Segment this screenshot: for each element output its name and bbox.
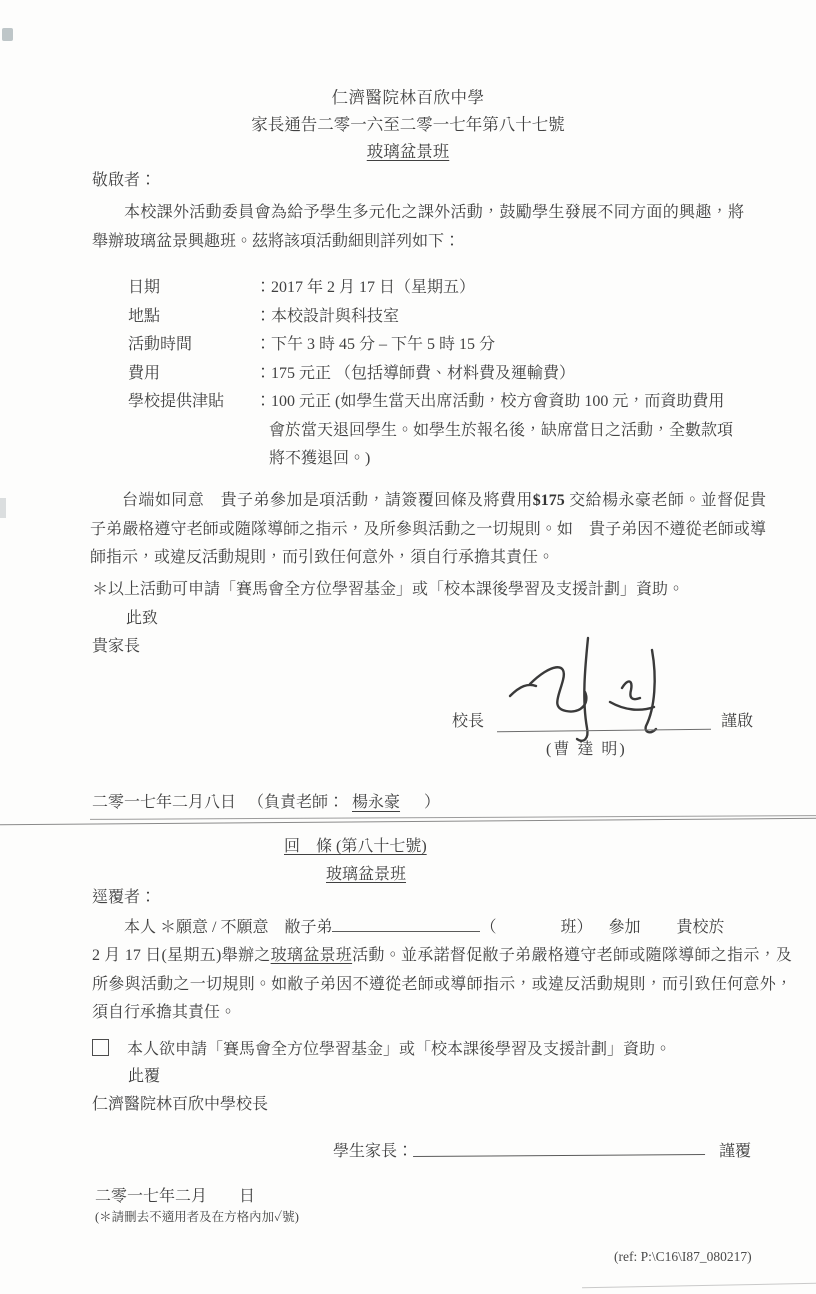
closing-parents: 貴家長 bbox=[92, 638, 141, 655]
detail-row-subsidy bbox=[128, 391, 748, 413]
reply-choice-text: 本人 ＊願意 / 不願意 敝子弟 bbox=[124, 919, 333, 936]
detail-value-line: ：100 元正 (如學生當天出席活動，校方會資助 100 元，而資助費用 bbox=[255, 393, 725, 410]
reply-slip-course: 玻璃盆景班 bbox=[326, 866, 407, 883]
intro-paragraph: 本校課外活動委員會為給予學生多元化之課外活動，鼓勵學生發展不同方面的興趣，將舉辦玻璃盆景興趣班。茲將該項活動細則詳列如下： bbox=[92, 204, 744, 250]
agreement-text-2: 交給楊永豪老師。並督促貴子弟嚴格遵守老師或隨隊導師之指示，及所參與活動之一切規則。如 貴子弟因不遵從老師或導師指示，或違反活動規則，而引致任何意外，須自行承擔其責任。 bbox=[90, 492, 766, 566]
school-name: 仁濟醫院林百欣中學 bbox=[331, 88, 485, 107]
agreement-paragraph bbox=[90, 487, 766, 573]
reply-slip-heading: 回 條 (第八十七號) bbox=[284, 838, 427, 855]
activity-details-list bbox=[128, 277, 748, 477]
detail-value: ：本校設計與科技室 bbox=[255, 307, 400, 325]
funding-note: ＊以上活動可申請「賽馬會全方位學習基金」或「校本課後學習及支援計劃」資助。 bbox=[92, 581, 685, 598]
parent-label: 學生家長： bbox=[333, 1143, 414, 1160]
detail-label: 學校提供津貼 bbox=[128, 393, 225, 410]
teacher-prefix: （負責老師： bbox=[248, 794, 345, 811]
class-paren: （ 班） bbox=[480, 919, 593, 936]
parent-respectfully: 謹覆 bbox=[719, 1143, 752, 1160]
reply-join-label: 參加 bbox=[608, 919, 641, 936]
salutation: 敬啟者： bbox=[92, 172, 157, 189]
reply-closing-cifu: 此覆 bbox=[128, 1068, 161, 1085]
teacher-name: 楊永豪 bbox=[352, 794, 401, 811]
subsidy-application-row bbox=[92, 1036, 671, 1059]
respectfully-label: 謹啟 bbox=[721, 713, 754, 730]
reply-date-line: 二零一七年二月 日 bbox=[95, 1188, 256, 1205]
detail-row-venue bbox=[128, 306, 748, 328]
subsidy-label: 本人欲申請「賽馬會全方位學習基金」或「校本課後學習及支援計劃」資助。 bbox=[127, 1041, 672, 1058]
reply-school-label: 貴校於 bbox=[676, 919, 725, 936]
principal-name: (曹 達 明) bbox=[546, 741, 627, 758]
closing-cizhi: 此致 bbox=[126, 610, 159, 627]
reply-body-course: 玻璃盆景班 bbox=[270, 947, 353, 964]
issue-date: 二零一七年二月八日 bbox=[92, 794, 237, 811]
detail-label: 費用 bbox=[128, 364, 161, 382]
student-name-blank bbox=[332, 916, 480, 932]
reply-body-post: 活動。並承諾督促敝子弟嚴格遵守老師或隨隊導師之指示，及所參與活動之一切規則。如敝子弟因不遵從老師或導師指示，或違反活動規則，而引致任何意外，須自行承擔其責任。 bbox=[92, 947, 792, 1021]
scan-artifact-mark bbox=[2, 28, 13, 41]
reply-salutation: 逕覆者： bbox=[92, 889, 157, 906]
detail-value: ：175 元正 （包括導師費、材料費及運輸費） bbox=[255, 364, 576, 382]
parent-signature-blank bbox=[413, 1139, 705, 1157]
detail-value-line: 將不獲退回。) bbox=[269, 450, 371, 467]
detail-label: 地點 bbox=[128, 307, 161, 325]
scan-page-edge-line bbox=[582, 1283, 816, 1289]
notice-number: 家長通告二零一六至二零一七年第八十七號 bbox=[251, 115, 565, 134]
reply-choice-line bbox=[92, 914, 808, 937]
detail-row-time bbox=[128, 334, 748, 356]
file-reference: (ref: P:\C16\I87_080217) bbox=[614, 1249, 752, 1264]
detail-value: ：下午 3 時 45 分 – 下午 5 時 15 分 bbox=[255, 336, 496, 353]
reply-closing-principal: 仁濟醫院林百欣中學校長 bbox=[92, 1096, 269, 1113]
teacher-in-charge bbox=[248, 789, 440, 812]
detail-value: ：2017 年 2 月 17 日（星期五） bbox=[255, 279, 476, 296]
parent-signature-row bbox=[333, 1138, 751, 1161]
course-title: 玻璃盆景班 bbox=[366, 142, 450, 161]
reply-body-pre: 2 月 17 日(星期五)舉辦之 bbox=[92, 947, 271, 964]
agreement-text-1: 台端如同意 貴子弟參加是項活動，請簽覆回條及將費用 bbox=[122, 492, 533, 509]
detail-row-date bbox=[128, 277, 748, 299]
reply-body-paragraph bbox=[92, 942, 792, 1028]
subsidy-checkbox bbox=[92, 1039, 109, 1056]
teacher-suffix: ） bbox=[408, 794, 441, 811]
detail-label: 活動時間 bbox=[128, 336, 193, 353]
fee-amount: $175 bbox=[532, 492, 565, 509]
scan-artifact-smudge bbox=[0, 498, 6, 518]
principal-label: 校長 bbox=[452, 713, 485, 730]
footnote: (＊請刪去不適用者及在方格內加✓號) bbox=[95, 1210, 299, 1224]
detail-label: 日期 bbox=[128, 279, 161, 296]
detail-row-fee bbox=[128, 363, 748, 385]
detail-value-line: 會於當天退回學生。如學生於報名後，缺席當日之活動，全數款項 bbox=[269, 421, 734, 439]
